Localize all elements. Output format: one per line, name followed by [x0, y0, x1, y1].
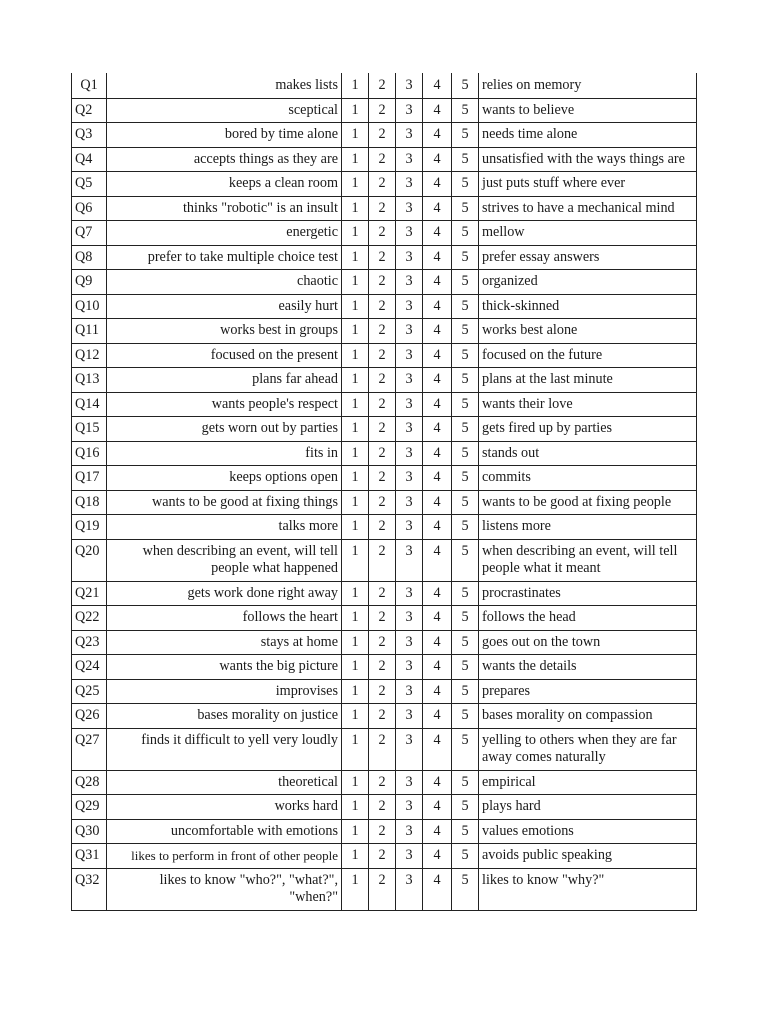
question-row	[72, 704, 697, 729]
scale-option-5[interactable]: 5	[452, 795, 479, 820]
left-statement: talks more	[107, 515, 342, 540]
question-number: Q5	[72, 172, 107, 197]
scale-option-2[interactable]: 2	[369, 868, 396, 910]
scale-option-3[interactable]: 3	[396, 294, 423, 319]
scale-option-5[interactable]: 5	[452, 441, 479, 466]
scale-option-4[interactable]: 4	[423, 704, 452, 729]
question-row	[72, 539, 697, 581]
scale-option-3[interactable]: 3	[396, 417, 423, 442]
scale-option-5[interactable]: 5	[452, 539, 479, 581]
question-number: Q29	[72, 795, 107, 820]
left-statement: bored by time alone	[107, 123, 342, 148]
right-statement: focused on the future	[479, 343, 697, 368]
scale-option-5[interactable]: 5	[452, 728, 479, 770]
scale-option-4[interactable]: 4	[423, 441, 452, 466]
scale-option-5[interactable]: 5	[452, 630, 479, 655]
scale-option-4[interactable]: 4	[423, 819, 452, 844]
question-row	[72, 392, 697, 417]
right-statement: mellow	[479, 221, 697, 246]
scale-option-5[interactable]: 5	[452, 221, 479, 246]
scale-option-4[interactable]: 4	[423, 728, 452, 770]
scale-option-1[interactable]: 1	[342, 679, 369, 704]
right-statement: wants to believe	[479, 98, 697, 123]
question-row	[72, 606, 697, 631]
question-row	[72, 221, 697, 246]
question-row	[72, 770, 697, 795]
question-row	[72, 466, 697, 491]
scale-option-1[interactable]: 1	[342, 490, 369, 515]
scale-option-3[interactable]: 3	[396, 606, 423, 631]
scale-option-3[interactable]: 3	[396, 343, 423, 368]
left-statement: theoretical	[107, 770, 342, 795]
left-statement: wants the big picture	[107, 655, 342, 680]
scale-option-4[interactable]: 4	[423, 294, 452, 319]
scale-option-4[interactable]: 4	[423, 606, 452, 631]
left-statement: sceptical	[107, 98, 342, 123]
scale-option-4[interactable]: 4	[423, 172, 452, 197]
question-row	[72, 515, 697, 540]
questionnaire-table	[71, 73, 697, 911]
question-number: Q23	[72, 630, 107, 655]
scale-option-4[interactable]: 4	[423, 319, 452, 344]
right-statement: listens more	[479, 515, 697, 540]
scale-option-5[interactable]: 5	[452, 844, 479, 869]
scale-option-4[interactable]: 4	[423, 868, 452, 910]
right-statement: follows the head	[479, 606, 697, 631]
question-row	[72, 294, 697, 319]
right-statement: works best alone	[479, 319, 697, 344]
scale-option-3[interactable]: 3	[396, 221, 423, 246]
scale-option-4[interactable]: 4	[423, 655, 452, 680]
question-row	[72, 795, 697, 820]
scale-option-2[interactable]: 2	[369, 123, 396, 148]
question-number: Q25	[72, 679, 107, 704]
scale-option-1[interactable]: 1	[342, 147, 369, 172]
scale-option-2[interactable]: 2	[369, 770, 396, 795]
scale-option-2[interactable]: 2	[369, 795, 396, 820]
question-number: Q13	[72, 368, 107, 393]
questionnaire-rows	[72, 73, 697, 910]
scale-option-4[interactable]: 4	[423, 844, 452, 869]
scale-option-4[interactable]: 4	[423, 581, 452, 606]
left-statement: likes to perform in front of other people	[107, 844, 342, 869]
right-statement: organized	[479, 270, 697, 295]
scale-option-4[interactable]: 4	[423, 123, 452, 148]
scale-option-4[interactable]: 4	[423, 270, 452, 295]
right-statement: goes out on the town	[479, 630, 697, 655]
scale-option-1[interactable]: 1	[342, 844, 369, 869]
question-row	[72, 655, 697, 680]
left-statement: when describing an event, will tell people what happened	[107, 539, 342, 581]
scale-option-3[interactable]: 3	[396, 319, 423, 344]
scale-option-4[interactable]: 4	[423, 343, 452, 368]
scale-option-5[interactable]: 5	[452, 819, 479, 844]
scale-option-5[interactable]: 5	[452, 368, 479, 393]
question-row	[72, 270, 697, 295]
question-row	[72, 581, 697, 606]
scale-option-4[interactable]: 4	[423, 490, 452, 515]
scale-option-2[interactable]: 2	[369, 294, 396, 319]
scale-option-5[interactable]: 5	[452, 73, 479, 98]
scale-option-1[interactable]: 1	[342, 172, 369, 197]
right-statement: plays hard	[479, 795, 697, 820]
scale-option-2[interactable]: 2	[369, 539, 396, 581]
question-number: Q15	[72, 417, 107, 442]
scale-option-1[interactable]: 1	[342, 655, 369, 680]
question-number: Q7	[72, 221, 107, 246]
scale-option-4[interactable]: 4	[423, 630, 452, 655]
scale-option-2[interactable]: 2	[369, 606, 396, 631]
scale-option-4[interactable]: 4	[423, 73, 452, 98]
right-statement: unsatisfied with the ways things are	[479, 147, 697, 172]
scale-option-5[interactable]: 5	[452, 466, 479, 491]
left-statement: wants to be good at fixing things	[107, 490, 342, 515]
question-number: Q31	[72, 844, 107, 869]
question-row	[72, 630, 697, 655]
scale-option-3[interactable]: 3	[396, 196, 423, 221]
scale-option-1[interactable]: 1	[342, 245, 369, 270]
question-number: Q2	[72, 98, 107, 123]
scale-option-2[interactable]: 2	[369, 655, 396, 680]
scale-option-5[interactable]: 5	[452, 343, 479, 368]
left-statement: plans far ahead	[107, 368, 342, 393]
question-row	[72, 368, 697, 393]
scale-option-5[interactable]: 5	[452, 98, 479, 123]
scale-option-4[interactable]: 4	[423, 392, 452, 417]
scale-option-5[interactable]: 5	[452, 245, 479, 270]
left-statement: accepts things as they are	[107, 147, 342, 172]
question-number: Q30	[72, 819, 107, 844]
scale-option-5[interactable]: 5	[452, 490, 479, 515]
scale-option-5[interactable]: 5	[452, 679, 479, 704]
scale-option-2[interactable]: 2	[369, 679, 396, 704]
scale-option-3[interactable]: 3	[396, 172, 423, 197]
scale-option-2[interactable]: 2	[369, 441, 396, 466]
left-statement: keeps options open	[107, 466, 342, 491]
scale-option-4[interactable]: 4	[423, 196, 452, 221]
scale-option-3[interactable]: 3	[396, 704, 423, 729]
left-statement: finds it difficult to yell very loudly	[107, 728, 342, 770]
scale-option-5[interactable]: 5	[452, 704, 479, 729]
scale-option-3[interactable]: 3	[396, 655, 423, 680]
scale-option-2[interactable]: 2	[369, 417, 396, 442]
scale-option-2[interactable]: 2	[369, 172, 396, 197]
question-number: Q20	[72, 539, 107, 581]
scale-option-2[interactable]: 2	[369, 73, 396, 98]
scale-option-1[interactable]: 1	[342, 819, 369, 844]
scale-option-1[interactable]: 1	[342, 728, 369, 770]
right-statement: values emotions	[479, 819, 697, 844]
right-statement: relies on memory	[479, 73, 697, 98]
right-statement: needs time alone	[479, 123, 697, 148]
question-row	[72, 844, 697, 869]
scale-option-5[interactable]: 5	[452, 770, 479, 795]
left-statement: thinks "robotic" is an insult	[107, 196, 342, 221]
scale-option-3[interactable]: 3	[396, 392, 423, 417]
scale-option-2[interactable]: 2	[369, 147, 396, 172]
left-statement: prefer to take multiple choice test	[107, 245, 342, 270]
scale-option-1[interactable]: 1	[342, 368, 369, 393]
question-row	[72, 147, 697, 172]
scale-option-3[interactable]: 3	[396, 630, 423, 655]
scale-option-5[interactable]: 5	[452, 196, 479, 221]
scale-option-1[interactable]: 1	[342, 123, 369, 148]
scale-option-3[interactable]: 3	[396, 728, 423, 770]
question-number: Q4	[72, 147, 107, 172]
scale-option-1[interactable]: 1	[342, 441, 369, 466]
scale-option-2[interactable]: 2	[369, 98, 396, 123]
scale-option-1[interactable]: 1	[342, 515, 369, 540]
question-number: Q14	[72, 392, 107, 417]
scale-option-1[interactable]: 1	[342, 270, 369, 295]
scale-option-2[interactable]: 2	[369, 245, 396, 270]
left-statement: energetic	[107, 221, 342, 246]
scale-option-5[interactable]: 5	[452, 172, 479, 197]
left-statement: works hard	[107, 795, 342, 820]
scale-option-1[interactable]: 1	[342, 319, 369, 344]
right-statement: strives to have a mechanical mind	[479, 196, 697, 221]
scale-option-1[interactable]: 1	[342, 417, 369, 442]
question-row	[72, 417, 697, 442]
question-number: Q28	[72, 770, 107, 795]
scale-option-5[interactable]: 5	[452, 319, 479, 344]
question-number: Q11	[72, 319, 107, 344]
question-number: Q26	[72, 704, 107, 729]
scale-option-2[interactable]: 2	[369, 581, 396, 606]
right-statement: bases morality on compassion	[479, 704, 697, 729]
scale-option-1[interactable]: 1	[342, 73, 369, 98]
scale-option-3[interactable]: 3	[396, 147, 423, 172]
question-number: Q8	[72, 245, 107, 270]
left-statement: stays at home	[107, 630, 342, 655]
scale-option-3[interactable]: 3	[396, 73, 423, 98]
question-number: Q16	[72, 441, 107, 466]
question-number: Q27	[72, 728, 107, 770]
scale-option-3[interactable]: 3	[396, 795, 423, 820]
scale-option-2[interactable]: 2	[369, 630, 396, 655]
question-number: Q22	[72, 606, 107, 631]
question-number: Q19	[72, 515, 107, 540]
scale-option-1[interactable]: 1	[342, 704, 369, 729]
question-number: Q3	[72, 123, 107, 148]
scale-option-4[interactable]: 4	[423, 795, 452, 820]
question-number: Q17	[72, 466, 107, 491]
question-row	[72, 196, 697, 221]
scale-option-2[interactable]: 2	[369, 490, 396, 515]
scale-option-1[interactable]: 1	[342, 343, 369, 368]
right-statement: likes to know "why?"	[479, 868, 697, 910]
question-number: Q18	[72, 490, 107, 515]
scale-option-1[interactable]: 1	[342, 196, 369, 221]
scale-option-3[interactable]: 3	[396, 270, 423, 295]
scale-option-5[interactable]: 5	[452, 147, 479, 172]
scale-option-1[interactable]: 1	[342, 795, 369, 820]
scale-option-3[interactable]: 3	[396, 868, 423, 910]
question-number: Q10	[72, 294, 107, 319]
scale-option-3[interactable]: 3	[396, 466, 423, 491]
question-row	[72, 490, 697, 515]
scale-option-3[interactable]: 3	[396, 98, 423, 123]
scale-option-4[interactable]: 4	[423, 770, 452, 795]
left-statement: uncomfortable with emotions	[107, 819, 342, 844]
question-row	[72, 728, 697, 770]
question-row	[72, 343, 697, 368]
left-statement: focused on the present	[107, 343, 342, 368]
scale-option-3[interactable]: 3	[396, 515, 423, 540]
scale-option-5[interactable]: 5	[452, 294, 479, 319]
left-statement: easily hurt	[107, 294, 342, 319]
scale-option-1[interactable]: 1	[342, 606, 369, 631]
scale-option-2[interactable]: 2	[369, 270, 396, 295]
right-statement: wants to be good at fixing people	[479, 490, 697, 515]
scale-option-5[interactable]: 5	[452, 515, 479, 540]
question-number: Q32	[72, 868, 107, 910]
scale-option-5[interactable]: 5	[452, 123, 479, 148]
question-row	[72, 819, 697, 844]
scale-option-4[interactable]: 4	[423, 515, 452, 540]
right-statement: wants the details	[479, 655, 697, 680]
right-statement: thick-skinned	[479, 294, 697, 319]
left-statement: gets worn out by parties	[107, 417, 342, 442]
left-statement: fits in	[107, 441, 342, 466]
scale-option-2[interactable]: 2	[369, 704, 396, 729]
question-row	[72, 868, 697, 910]
scale-option-5[interactable]: 5	[452, 581, 479, 606]
left-statement: likes to know "who?", "what?", "when?"	[107, 868, 342, 910]
question-row	[72, 245, 697, 270]
question-number: Q6	[72, 196, 107, 221]
scale-option-4[interactable]: 4	[423, 368, 452, 393]
scale-option-2[interactable]: 2	[369, 515, 396, 540]
scale-option-2[interactable]: 2	[369, 343, 396, 368]
question-number: Q1	[72, 73, 107, 98]
right-statement: gets fired up by parties	[479, 417, 697, 442]
question-number: Q12	[72, 343, 107, 368]
left-statement: bases morality on justice	[107, 704, 342, 729]
scale-option-1[interactable]: 1	[342, 466, 369, 491]
scale-option-2[interactable]: 2	[369, 844, 396, 869]
scale-option-5[interactable]: 5	[452, 270, 479, 295]
left-statement: improvises	[107, 679, 342, 704]
scale-option-2[interactable]: 2	[369, 819, 396, 844]
right-statement: wants their love	[479, 392, 697, 417]
scale-option-4[interactable]: 4	[423, 245, 452, 270]
scale-option-2[interactable]: 2	[369, 392, 396, 417]
scale-option-4[interactable]: 4	[423, 679, 452, 704]
left-statement: makes lists	[107, 73, 342, 98]
right-statement: prefer essay answers	[479, 245, 697, 270]
scale-option-4[interactable]: 4	[423, 147, 452, 172]
scale-option-3[interactable]: 3	[396, 844, 423, 869]
scale-option-4[interactable]: 4	[423, 221, 452, 246]
left-statement: wants people's respect	[107, 392, 342, 417]
left-statement: follows the heart	[107, 606, 342, 631]
scale-option-3[interactable]: 3	[396, 679, 423, 704]
right-statement: when describing an event, will tell people what it meant	[479, 539, 697, 581]
scale-option-5[interactable]: 5	[452, 868, 479, 910]
scale-option-3[interactable]: 3	[396, 539, 423, 581]
right-statement: stands out	[479, 441, 697, 466]
scale-option-1[interactable]: 1	[342, 868, 369, 910]
scale-option-4[interactable]: 4	[423, 98, 452, 123]
scale-option-2[interactable]: 2	[369, 368, 396, 393]
question-row	[72, 98, 697, 123]
scale-option-4[interactable]: 4	[423, 466, 452, 491]
scale-option-2[interactable]: 2	[369, 466, 396, 491]
scale-option-3[interactable]: 3	[396, 441, 423, 466]
scale-option-1[interactable]: 1	[342, 392, 369, 417]
right-statement: prepares	[479, 679, 697, 704]
scale-option-2[interactable]: 2	[369, 196, 396, 221]
scale-option-4[interactable]: 4	[423, 417, 452, 442]
question-number: Q21	[72, 581, 107, 606]
scale-option-3[interactable]: 3	[396, 770, 423, 795]
scale-option-3[interactable]: 3	[396, 490, 423, 515]
question-number: Q9	[72, 270, 107, 295]
scale-option-1[interactable]: 1	[342, 294, 369, 319]
right-statement: plans at the last minute	[479, 368, 697, 393]
right-statement: just puts stuff where ever	[479, 172, 697, 197]
scale-option-1[interactable]: 1	[342, 630, 369, 655]
right-statement: yelling to others when they are far away comes naturally	[479, 728, 697, 770]
right-statement: commits	[479, 466, 697, 491]
right-statement: procrastinates	[479, 581, 697, 606]
question-row	[72, 73, 697, 98]
left-statement: chaotic	[107, 270, 342, 295]
question-row	[72, 441, 697, 466]
right-statement: empirical	[479, 770, 697, 795]
scale-option-1[interactable]: 1	[342, 581, 369, 606]
scale-option-4[interactable]: 4	[423, 539, 452, 581]
question-row	[72, 172, 697, 197]
scale-option-1[interactable]: 1	[342, 770, 369, 795]
scale-option-2[interactable]: 2	[369, 728, 396, 770]
scale-option-3[interactable]: 3	[396, 581, 423, 606]
scale-option-2[interactable]: 2	[369, 319, 396, 344]
question-number: Q24	[72, 655, 107, 680]
scale-option-2[interactable]: 2	[369, 221, 396, 246]
left-statement: keeps a clean room	[107, 172, 342, 197]
scale-option-3[interactable]: 3	[396, 123, 423, 148]
question-row	[72, 123, 697, 148]
scale-option-3[interactable]: 3	[396, 819, 423, 844]
scale-option-1[interactable]: 1	[342, 221, 369, 246]
scale-option-1[interactable]: 1	[342, 539, 369, 581]
right-statement: avoids public speaking	[479, 844, 697, 869]
question-row	[72, 679, 697, 704]
scale-option-3[interactable]: 3	[396, 245, 423, 270]
scale-option-5[interactable]: 5	[452, 606, 479, 631]
scale-option-5[interactable]: 5	[452, 392, 479, 417]
scale-option-5[interactable]: 5	[452, 417, 479, 442]
scale-option-5[interactable]: 5	[452, 655, 479, 680]
scale-option-1[interactable]: 1	[342, 98, 369, 123]
left-statement: gets work done right away	[107, 581, 342, 606]
left-statement: works best in groups	[107, 319, 342, 344]
scale-option-3[interactable]: 3	[396, 368, 423, 393]
question-row	[72, 319, 697, 344]
